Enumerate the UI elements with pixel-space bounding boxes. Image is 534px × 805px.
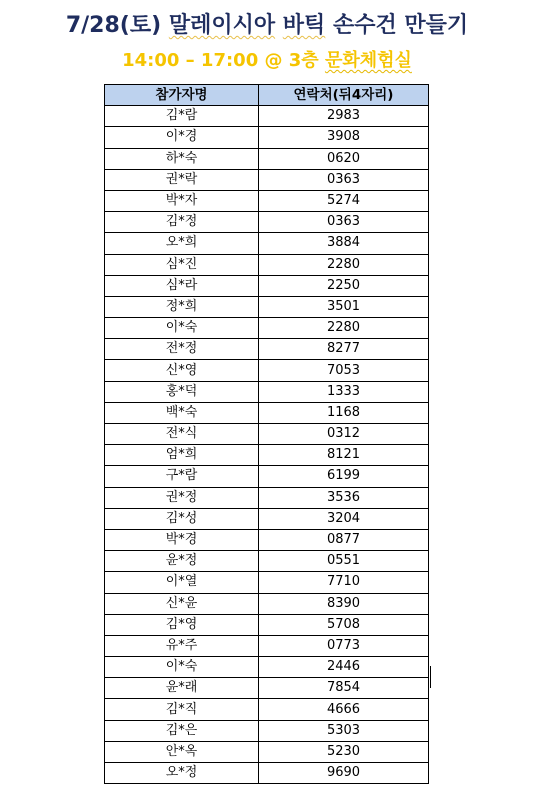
column-header-phone: 연락처(뒤4자리) bbox=[259, 85, 429, 106]
participant-phone-cell: 0877 bbox=[259, 529, 429, 550]
participant-name-cell: 권*락 bbox=[105, 169, 259, 190]
participant-name-cell: 윤*래 bbox=[105, 678, 259, 699]
subtitle-time: 14:00 – 17:00 @ 3층 bbox=[122, 50, 319, 71]
participant-phone-cell: 0551 bbox=[259, 551, 429, 572]
table-body bbox=[105, 106, 429, 784]
participant-phone-cell: 2446 bbox=[259, 657, 429, 678]
participant-name-cell: 엄*희 bbox=[105, 445, 259, 466]
participant-phone-cell: 0312 bbox=[259, 424, 429, 445]
table-row bbox=[105, 508, 429, 529]
table-row bbox=[105, 402, 429, 423]
participant-phone-cell: 0773 bbox=[259, 635, 429, 656]
participant-phone-cell: 9690 bbox=[259, 763, 429, 784]
table-header-row bbox=[105, 85, 429, 106]
text-cursor bbox=[430, 666, 431, 688]
participant-name-cell: 홍*덕 bbox=[105, 381, 259, 402]
participant-name-cell: 박*자 bbox=[105, 190, 259, 211]
column-header-name: 참가자명 bbox=[105, 85, 259, 106]
table-row bbox=[105, 106, 429, 127]
participant-name-cell: 김*직 bbox=[105, 699, 259, 720]
participant-phone-cell: 0363 bbox=[259, 212, 429, 233]
participant-name-cell: 심*라 bbox=[105, 275, 259, 296]
participant-name-cell: 김*은 bbox=[105, 720, 259, 741]
table-row bbox=[105, 148, 429, 169]
page-title bbox=[0, 8, 534, 39]
table-row bbox=[105, 296, 429, 317]
participant-name-cell: 이*열 bbox=[105, 572, 259, 593]
table-row bbox=[105, 445, 429, 466]
participant-phone-cell: 7854 bbox=[259, 678, 429, 699]
table-row bbox=[105, 212, 429, 233]
participant-name-cell: 권*정 bbox=[105, 487, 259, 508]
participant-name-cell: 전*정 bbox=[105, 339, 259, 360]
participant-phone-cell: 7053 bbox=[259, 360, 429, 381]
page-subtitle bbox=[0, 46, 534, 72]
table-row bbox=[105, 275, 429, 296]
participant-name-cell: 전*식 bbox=[105, 424, 259, 445]
title-rest: 손수건 만들기 bbox=[332, 13, 469, 38]
table-row bbox=[105, 318, 429, 339]
participant-phone-cell: 1333 bbox=[259, 381, 429, 402]
participant-phone-cell: 5230 bbox=[259, 741, 429, 762]
title-word-batik: 바틱 bbox=[282, 13, 326, 38]
participant-name-cell: 정*희 bbox=[105, 296, 259, 317]
table-row bbox=[105, 572, 429, 593]
table-row bbox=[105, 593, 429, 614]
participant-table bbox=[104, 84, 429, 784]
participant-name-cell: 윤*정 bbox=[105, 551, 259, 572]
participant-name-cell: 신*영 bbox=[105, 360, 259, 381]
table-row bbox=[105, 657, 429, 678]
participant-phone-cell: 8390 bbox=[259, 593, 429, 614]
participant-name-cell: 오*정 bbox=[105, 763, 259, 784]
table-row bbox=[105, 678, 429, 699]
participant-phone-cell: 2280 bbox=[259, 318, 429, 339]
title-word-malaysia: 말레이시아 bbox=[168, 13, 276, 38]
participant-phone-cell: 2983 bbox=[259, 106, 429, 127]
table-row bbox=[105, 127, 429, 148]
participant-name-cell: 박*경 bbox=[105, 529, 259, 550]
participant-phone-cell: 7710 bbox=[259, 572, 429, 593]
table-row bbox=[105, 360, 429, 381]
table-row bbox=[105, 699, 429, 720]
participant-phone-cell: 5708 bbox=[259, 614, 429, 635]
participant-phone-cell: 3884 bbox=[259, 233, 429, 254]
table-row bbox=[105, 529, 429, 550]
participant-name-cell: 김*성 bbox=[105, 508, 259, 529]
table-row bbox=[105, 741, 429, 762]
participant-name-cell: 김*영 bbox=[105, 614, 259, 635]
table-row bbox=[105, 551, 429, 572]
participant-phone-cell: 3501 bbox=[259, 296, 429, 317]
table-row bbox=[105, 190, 429, 211]
participant-phone-cell: 4666 bbox=[259, 699, 429, 720]
participant-phone-cell: 5303 bbox=[259, 720, 429, 741]
participant-name-cell: 김*정 bbox=[105, 212, 259, 233]
subtitle-place: 문화체험실 bbox=[324, 50, 412, 71]
participant-phone-cell: 2250 bbox=[259, 275, 429, 296]
participant-phone-cell: 1168 bbox=[259, 402, 429, 423]
table-row bbox=[105, 635, 429, 656]
table-row bbox=[105, 614, 429, 635]
participant-name-cell: 하*숙 bbox=[105, 148, 259, 169]
participant-phone-cell: 8277 bbox=[259, 339, 429, 360]
participant-name-cell: 오*희 bbox=[105, 233, 259, 254]
participant-name-cell: 백*숙 bbox=[105, 402, 259, 423]
participant-phone-cell: 3536 bbox=[259, 487, 429, 508]
title-date: 7/28(토) bbox=[65, 13, 162, 38]
participant-name-cell: 심*진 bbox=[105, 254, 259, 275]
participant-name-cell: 안*옥 bbox=[105, 741, 259, 762]
participant-name-cell: 신*윤 bbox=[105, 593, 259, 614]
participant-name-cell: 유*주 bbox=[105, 635, 259, 656]
table-row bbox=[105, 233, 429, 254]
participant-phone-cell: 8121 bbox=[259, 445, 429, 466]
table-row bbox=[105, 169, 429, 190]
table-row bbox=[105, 339, 429, 360]
participant-phone-cell: 2280 bbox=[259, 254, 429, 275]
table-row bbox=[105, 424, 429, 445]
table-row bbox=[105, 466, 429, 487]
table-row bbox=[105, 381, 429, 402]
participant-phone-cell: 0620 bbox=[259, 148, 429, 169]
participant-phone-cell: 3908 bbox=[259, 127, 429, 148]
participant-name-cell: 이*숙 bbox=[105, 318, 259, 339]
table-row bbox=[105, 254, 429, 275]
participant-phone-cell: 5274 bbox=[259, 190, 429, 211]
table-row bbox=[105, 720, 429, 741]
participant-phone-cell: 6199 bbox=[259, 466, 429, 487]
participant-name-cell: 김*람 bbox=[105, 106, 259, 127]
participant-phone-cell: 3204 bbox=[259, 508, 429, 529]
participant-name-cell: 이*숙 bbox=[105, 657, 259, 678]
table-row bbox=[105, 763, 429, 784]
participant-phone-cell: 0363 bbox=[259, 169, 429, 190]
table-row bbox=[105, 487, 429, 508]
participant-name-cell: 이*경 bbox=[105, 127, 259, 148]
participant-name-cell: 구*람 bbox=[105, 466, 259, 487]
